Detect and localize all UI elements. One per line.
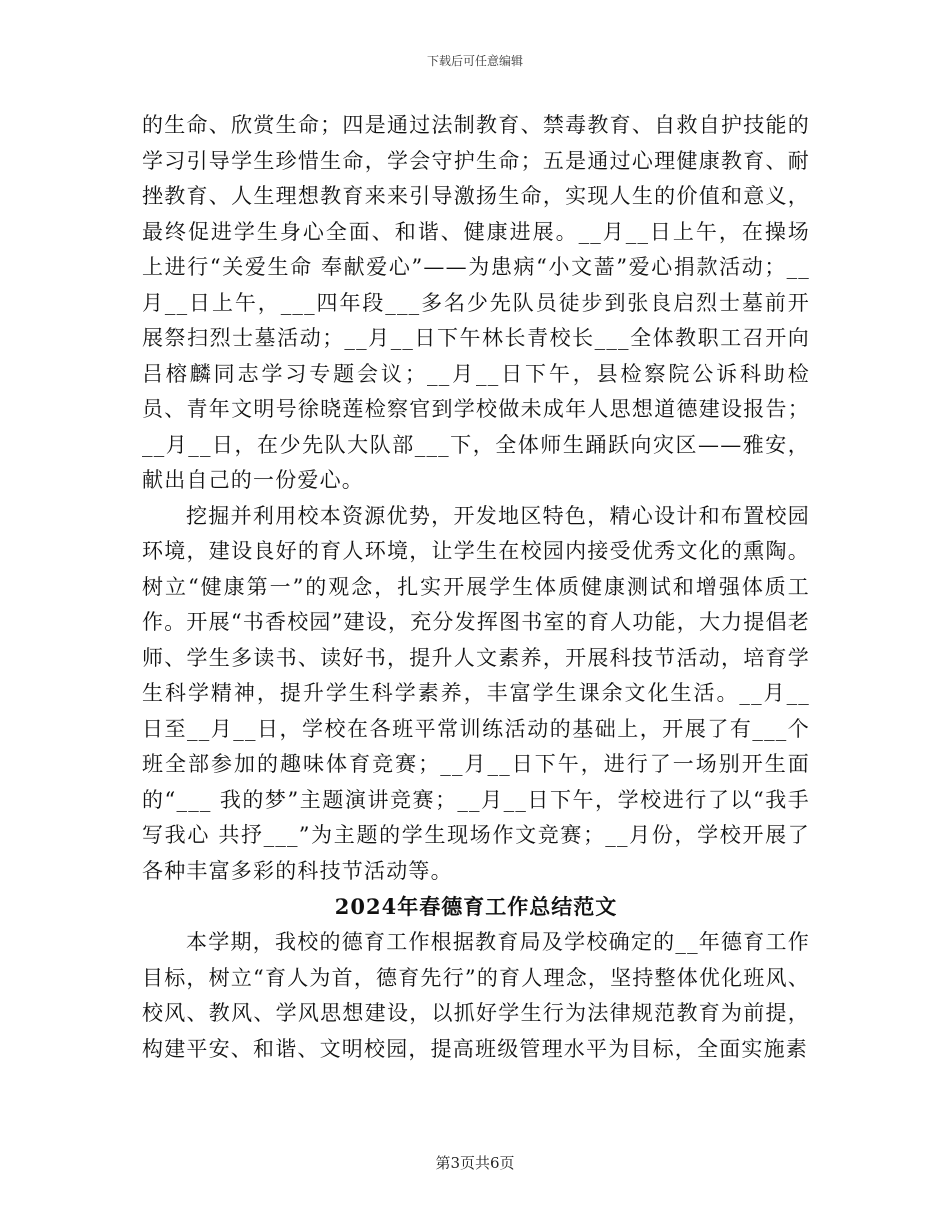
document-body [142,108,810,1067]
section-title: 2024年春德育工作总结范文 [334,894,618,919]
body-paragraph-2: 挖掘并利用校本资源优势，开发地区特色，精心设计和布置校园环境，建设良好的育人环境，让学生在校园内接受优秀文化的熏陶。树立“健康第一”的观念，扎实开展学生体质健康测试和增强体质工作。开展“书香校园”建设，充分发挥图书室的育人功能，大力提倡老师、学生多读书、读好书，提升人文素养，开展科技节活动，培育学生科学精神，提升学生科学素养，丰富学生课余文化生活。__月__日至__月__日，学校在各班平常训练活动的基础上，开展了有___个班全部参加的趣味体育竞赛；__月__日下午，进行了一场别开生面的“___ 我的梦”主题演讲竞赛；__月__日下午，学校进行了以“我手写我心 共抒___”为主题的学生现场作文竞赛；__月份，学校开展了各种丰富多彩的科技节活动等。 [142,503,810,883]
page-footer-number: 第3页共6页 [435,1154,515,1172]
body-paragraph-3: 本学期，我校的德育工作根据教育局及学校确定的__年德育工作目标，树立“育人为首，德育先行”的育人理念，坚持整体优化班风、校风、教风、学风思想建设，以抓好学生行为法律规范教育为前提，构建平安、和谐、文明校园，提高班级管理水平为目标，全面实施素 [142,930,810,1061]
body-paragraph-1: 的生命、欣赏生命；四是通过法制教育、禁毒教育、自救自护技能的学习引导学生珍惜生命，学会守护生命；五是通过心理健康教育、耐挫教育、人生理想教育来来引导激扬生命，实现人生的价值和意义，最终促进学生身心全面、和谐、健康进展。__月__日上午，在操场上进行“关爱生命 奉献爱心”——为患病“小文蔷”爱心捐款活动；__月__日上午，___四年段___多名少先队员徒步到张良启烈士墓前开展祭扫烈士墓活动；__月__日下午林长青校长___全体教职工召开向吕榕麟同志学习专题会议；__月__日下午，县检察院公诉科助检员、青年文明号徐晓莲检察官到学校做未成年人思想道德建设报告；__月__日，在少先队大队部___下，全体师生踊跃向灾区——雅安，献出自己的一份爱心。 [142,113,810,492]
page-header-note: 下载后可任意编辑 [426,54,523,68]
